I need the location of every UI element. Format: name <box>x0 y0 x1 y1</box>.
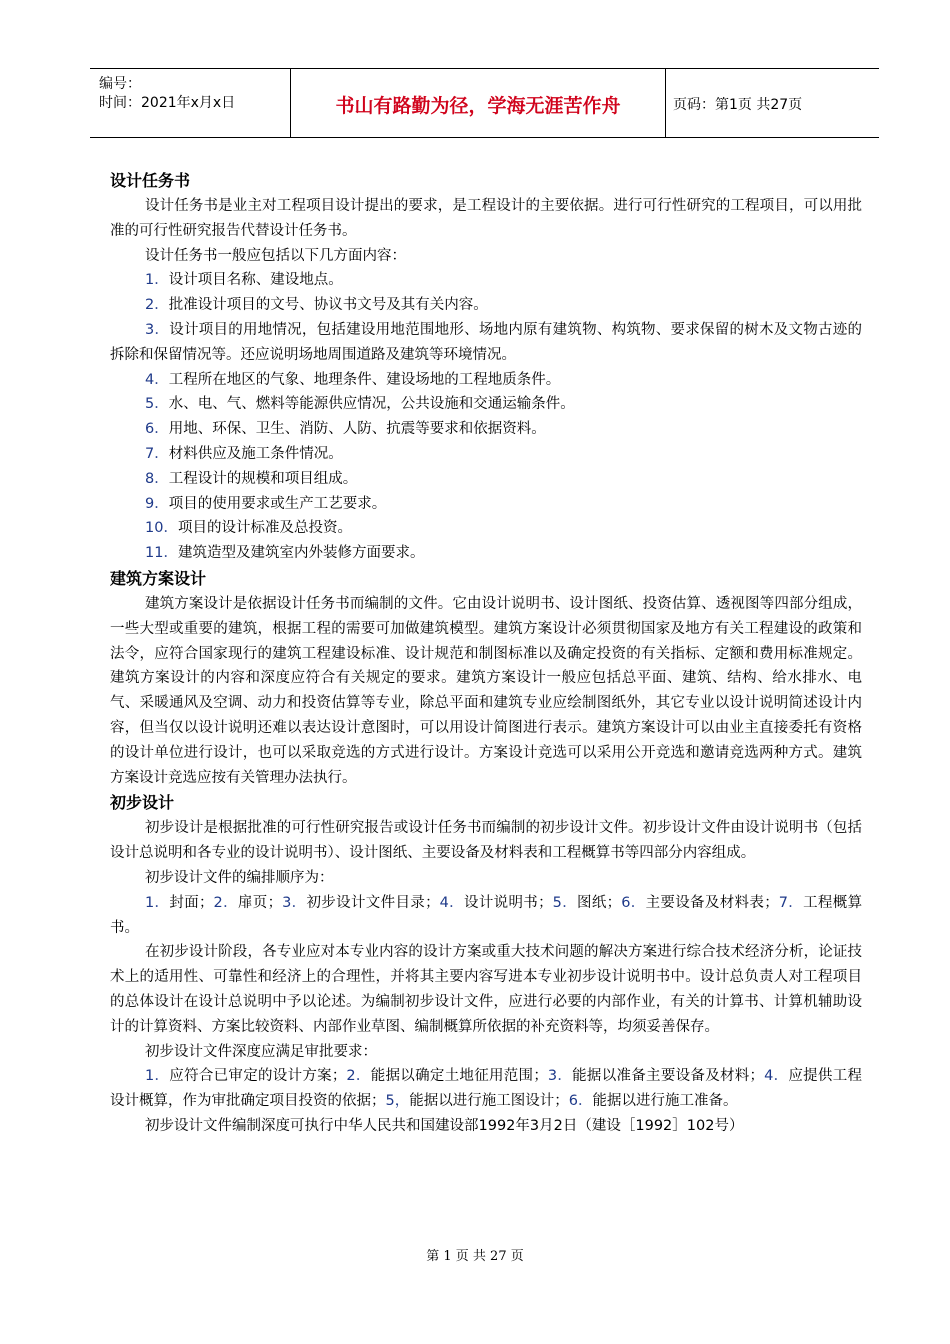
document-body <box>110 168 862 1139</box>
list-item <box>110 417 862 442</box>
list-text: 初步设计文件目录； <box>306 894 440 911</box>
list-text: 能据以进行施工准备。 <box>592 1093 738 1110</box>
text-run: 初步设计文件编制深度可执行中华人民共和国建设部 <box>145 1117 479 1134</box>
section-title-design-brief: 设计任务书 <box>110 171 191 190</box>
list-text: 设计项目名称、建设地点。 <box>168 272 343 289</box>
list-item <box>110 541 862 566</box>
text-run: 月 <box>539 1117 554 1134</box>
list-text: 工程概算书。 <box>110 894 863 936</box>
order-list <box>110 891 862 941</box>
list-text: 图纸； <box>577 894 622 911</box>
list-text: 应符合已审定的设计方案； <box>169 1068 347 1085</box>
list-number: 4． <box>439 894 464 911</box>
text-run: 1992 <box>478 1117 516 1134</box>
list-text: 应提供工程设计概算，作为审批确定项目投资的依据； <box>110 1068 862 1110</box>
list-number: 6． <box>621 894 646 911</box>
paragraph: 初步设计文件深度应满足审批要求： <box>145 1043 377 1060</box>
paragraph: 初步设计文件的编排顺序为： <box>145 869 334 886</box>
list-text: 批准设计项目的文号、协议书文号及其有关内容。 <box>168 297 488 314</box>
list-number: 2． <box>145 297 169 314</box>
list-number: 5， <box>385 1093 410 1110</box>
text-run: 2 <box>553 1117 563 1134</box>
list-number: 3． <box>547 1068 573 1085</box>
list-text: 水、电、气、燃料等能源供应情况，公共设施和交通运输条件。 <box>168 396 575 413</box>
list-number: 9． <box>145 495 169 512</box>
paragraph: 初步设计是根据批准的可行性研究报告或设计任务书而编制的初步设计文件。初步设计文件由设计说明书（包括设计总说明和各专业的设计说明书）、设计图纸、主要设备及材料表和工程概算书等四部分内容组成。 <box>110 820 862 862</box>
list-item <box>110 293 862 318</box>
motto: 书山有路勤为径，学海无涯苦作舟 <box>335 95 621 117</box>
list-item <box>110 318 862 368</box>
list-number: 2． <box>213 894 238 911</box>
list-number: 7． <box>778 894 804 911</box>
list-number: 7． <box>145 445 169 462</box>
text-run: 3 <box>529 1117 540 1134</box>
list-text: 用地、环保、卫生、消防、人防、抗震等要求和依据资料。 <box>168 421 546 438</box>
list-number: 4． <box>764 1068 789 1085</box>
list-item <box>110 368 862 393</box>
text-run: 号） <box>714 1117 744 1134</box>
list-number: 5． <box>145 396 169 413</box>
list-text: 能据以进行施工图设计； <box>409 1093 569 1110</box>
text-run: 102 <box>686 1117 715 1134</box>
text-run: 日（建设［ <box>562 1117 636 1134</box>
page-info: 页码：第1页 共27页 <box>673 97 803 113</box>
list-text: 工程所在地区的气象、地理条件、建设场地的工程地质条件。 <box>168 371 561 388</box>
list-text: 能据以准备主要设备及材料； <box>572 1068 765 1085</box>
header-left-cell <box>90 69 290 137</box>
list-number: 1． <box>145 272 169 289</box>
list-number: 10． <box>145 520 178 537</box>
list-item <box>110 492 862 517</box>
list-number: 2． <box>346 1068 371 1085</box>
text-run: 年 <box>515 1117 530 1134</box>
list-number: 5． <box>552 894 578 911</box>
section-title-scheme-design: 建筑方案设计 <box>110 568 207 588</box>
list-number: 6． <box>568 1093 593 1110</box>
text-run: 1992 <box>635 1117 673 1134</box>
paragraph: 设计任务书一般应包括以下几方面内容： <box>145 247 406 264</box>
list-item <box>110 268 862 293</box>
requirement-list <box>110 1064 862 1114</box>
list-number: 1． <box>145 894 170 911</box>
header-motto-cell <box>290 69 666 137</box>
list-text: 能据以确定土地征用范围； <box>370 1068 548 1085</box>
page-footer: 第 1 页 共 27 页 <box>426 1249 524 1264</box>
list-number: 11． <box>145 545 178 562</box>
list-text: 设计项目的用地情况，包括建设用地范围地形、场地内原有建筑物、构筑物、要求保留的树木及文物古迹的拆除和保留情况等。还应说明场地周围道路及建筑等环境情况。 <box>110 321 862 363</box>
serial-label: 编号： <box>99 76 141 92</box>
list-item <box>110 516 862 541</box>
time-label: 时间：2021年x月x日 <box>99 95 236 111</box>
list-text: 工程设计的规模和项目组成。 <box>168 470 358 487</box>
list-number: 4． <box>145 371 169 388</box>
header-right-cell <box>665 69 879 137</box>
list-number: 1． <box>145 1068 170 1085</box>
paragraph: 设计任务书是业主对工程项目设计提出的要求，是工程设计的主要依据。进行可行性研究的工程项目，可以用批准的可行性研究报告代替设计任务书。 <box>110 198 862 239</box>
list-text: 设计说明书； <box>464 894 553 911</box>
list-text: 封面； <box>169 894 214 911</box>
list-number: 3． <box>282 894 307 911</box>
list-text: 项目的设计标准及总投资。 <box>177 520 352 537</box>
paragraph: 在初步设计阶段，各专业应对本专业内容的设计方案或重大技术问题的解决方案进行综合技术经济分析，论证技术上的适用性、可靠性和经济上的合理性，并将其主要内容写进本专业初步设计说明书中。设计总负责人对工程项目的总体设计在设计总说明中予以论述。为编制初步设计文件，应进行必要的内部作业，有关的计算书、计算机辅助设计的计算资料、方案比较资料、内部作业草图、编制概算所依据的补充资料等，均须妥善保存。 <box>110 944 862 1035</box>
list-item <box>110 392 862 417</box>
list-text: 项目的使用要求或生产工艺要求。 <box>168 495 387 512</box>
list-text: 扉页； <box>237 894 283 911</box>
list-text: 材料供应及施工条件情况。 <box>168 445 343 462</box>
text-run: ］ <box>672 1117 687 1134</box>
page-header <box>90 68 879 138</box>
list-number: 8． <box>145 470 169 487</box>
list-number: 3． <box>145 321 170 338</box>
list-text: 主要设备及材料表； <box>645 894 779 911</box>
paragraph <box>110 1114 862 1139</box>
section-title-preliminary-design: 初步设计 <box>110 793 175 813</box>
paragraph: 建筑方案设计是依据设计任务书而编制的文件。它由设计说明书、设计图纸、投资估算、透视图等四部分组成，一些大型或重要的建筑，根据工程的需要可加做建筑模型。建筑方案设计必须贯彻国家及地方有关工程建设的政策和法令，应符合国家现行的建筑工程建设标准、设计规范和制图标准以及确定投资的有关指标、定额和费用标准规定。建筑方案设计的内容和深度应符合有关规定的要求。建筑方案设计一般应包括总平面、建筑、结构、给水排水、电气、采暖通风及空调、动力和投资估算等专业，除总平面和建筑专业应绘制图纸外，其它专业以设计说明简述设计内容，但当仅以设计说明还难以表达设计意图时，可以用设计简图进行表示。建筑方案设计可以由业主直接委托有资格的设计单位进行设计，也可以采取竞选的方式进行设计。方案设计竞选可以采用公开竞选和邀请竞选两种方式。建筑方案设计竞选应按有关管理办法执行。 <box>110 595 862 786</box>
list-number: 6． <box>145 421 169 438</box>
list-item <box>110 442 862 467</box>
list-text: 建筑造型及建筑室内外装修方面要求。 <box>177 545 425 562</box>
list-item <box>110 467 862 492</box>
